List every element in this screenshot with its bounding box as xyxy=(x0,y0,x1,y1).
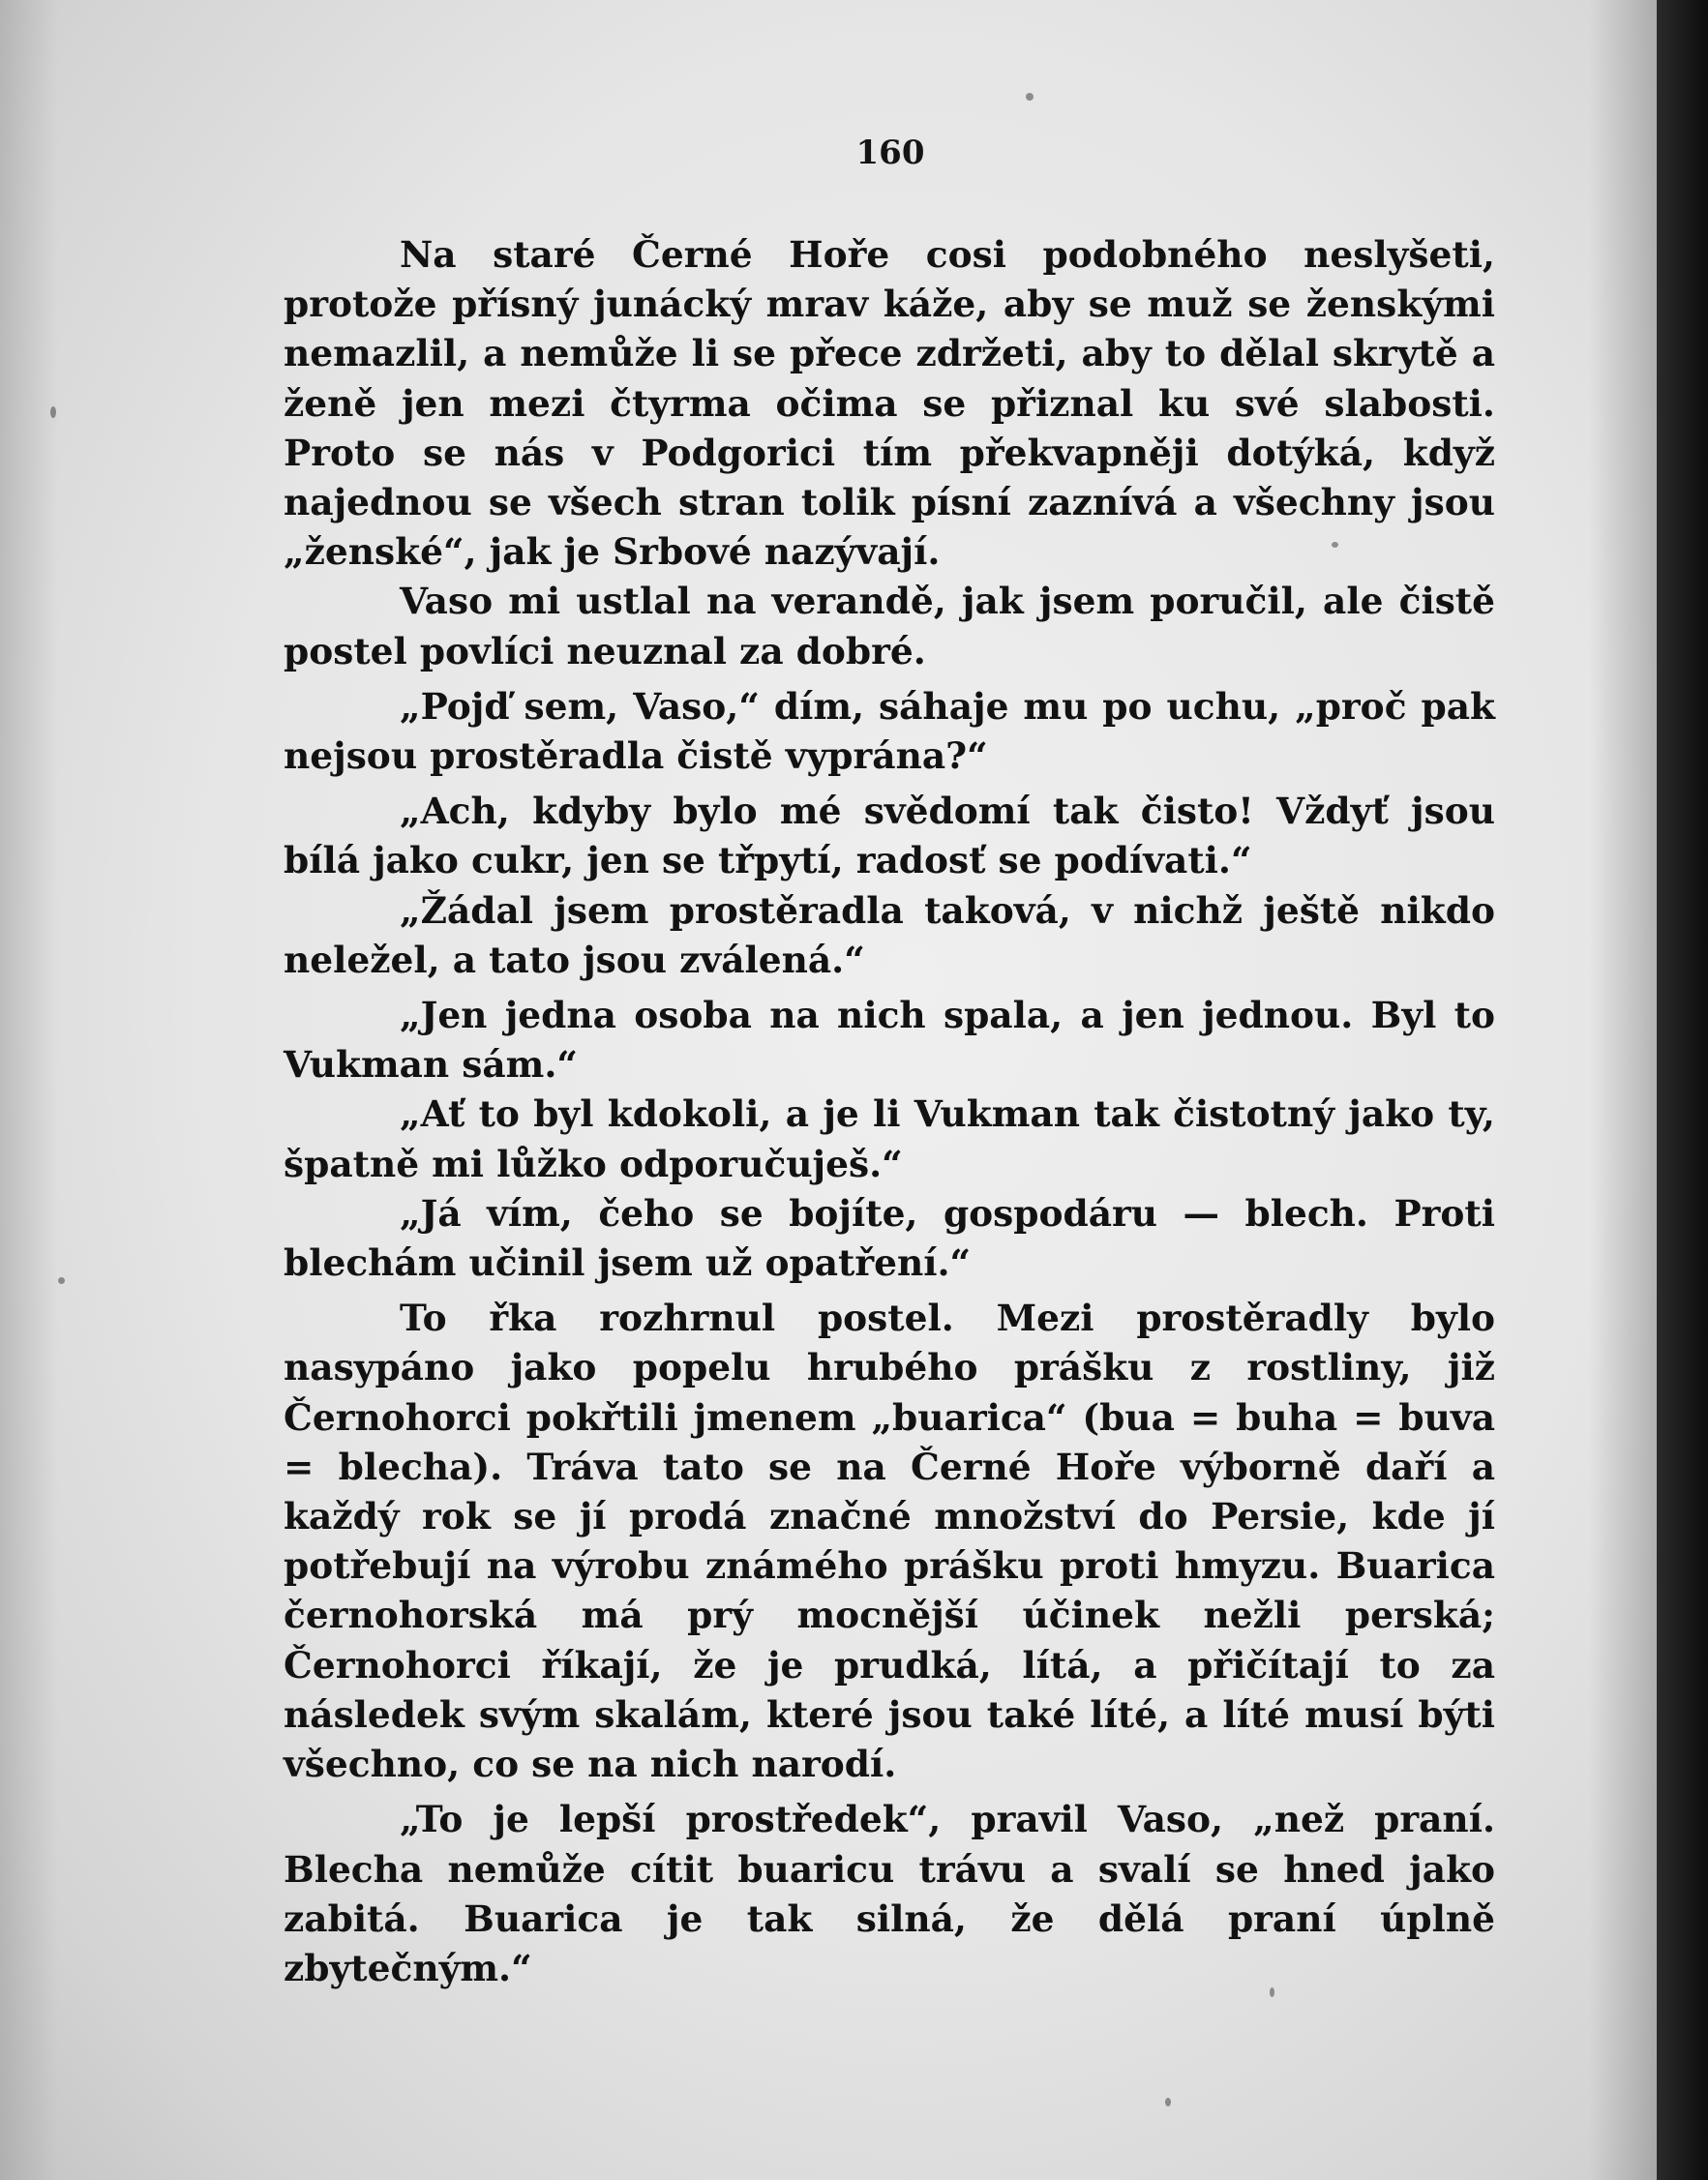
paragraph: Na staré Černé Hoře cosi podobného neslyšeti, protože přísný junácký mrav káže, aby se muž se ženskými nemazlil, a nemůže li se přece zdržeti, aby to dělal skrytě a ženě jen mezi čtyrma očima se přiznal ku své slabosti. Proto se nás v Podgorici tím překvapněji dotýká, když najednou se všech stran tolik písní zaznívá a všechny jsou „ženské“, jak je Srbové nazývají. xyxy=(284,233,1495,574)
page-number: 160 xyxy=(855,134,925,172)
paragraph: Vaso mi ustlal na verandě, jak jsem poručil, ale čistě postel povlíci neuznal za dobré. xyxy=(284,580,1495,672)
print-speck xyxy=(1165,2098,1171,2106)
print-speck xyxy=(1026,93,1034,101)
print-speck xyxy=(58,1277,65,1284)
paragraph: „Ach, kdyby bylo mé svědomí tak čisto! Vždyť jsou bílá jako cukr, jen se třpytí, radosť se podívati.“ xyxy=(284,790,1495,882)
paragraph: „Ať to byl kdokoli, a je li Vukman tak čistotný jako ty, špatně mi lůžko odporučuješ.“ xyxy=(284,1092,1495,1185)
paragraph: „Žádal jsem prostěradla taková, v nichž ještě nikdo neležel, a tato jsou zválená.“ xyxy=(284,888,1495,981)
paragraph: „Já vím, čeho se bojíte, gospodáru — blech. Proti blechám učinil jsem už opatření.“ xyxy=(284,1191,1495,1285)
print-speck xyxy=(50,406,56,418)
paragraph: To řka rozhrnul postel. Mezi prostěradly bylo nasypáno jako popelu hrubého prášku z rostliny, již Černohorci pokřtili jmenem „buarica“ (bua = buha = buva = blecha). Tráva tato se na Černé Hoře výborně daří a každý rok se jí prodá značné množství do Persie, kde jí potřebují na výrobu známého prášku proti hmyzu. Buarica černohorská má prý mocnější účinek nežli perská; Černohorci říkají, že je prudká, lítá, a přičítají to za následek svým skalám, které jsou také líté, a líté musí býti všechno, co se na nich narodí. xyxy=(284,1297,1495,1786)
scan-border xyxy=(1657,0,1708,2180)
paragraph: „To je lepší prostředek“, pravil Vaso, „než praní. Blecha nemůže cítit buaricu trávu a svalí se hned jako zabitá. Buarica je tak silná, že dělá praní úplně zbytečným.“ xyxy=(284,1798,1495,1989)
paragraph: „Jen jedna osoba na nich spala, a jen jednou. Byl to Vukman sám.“ xyxy=(284,994,1495,1087)
paragraph: „Pojď sem, Vaso,“ dím, sáhaje mu po uchu, „proč pak nejsou prostěradla čistě vyprána?“ xyxy=(284,684,1495,778)
body-text xyxy=(284,230,1495,1993)
